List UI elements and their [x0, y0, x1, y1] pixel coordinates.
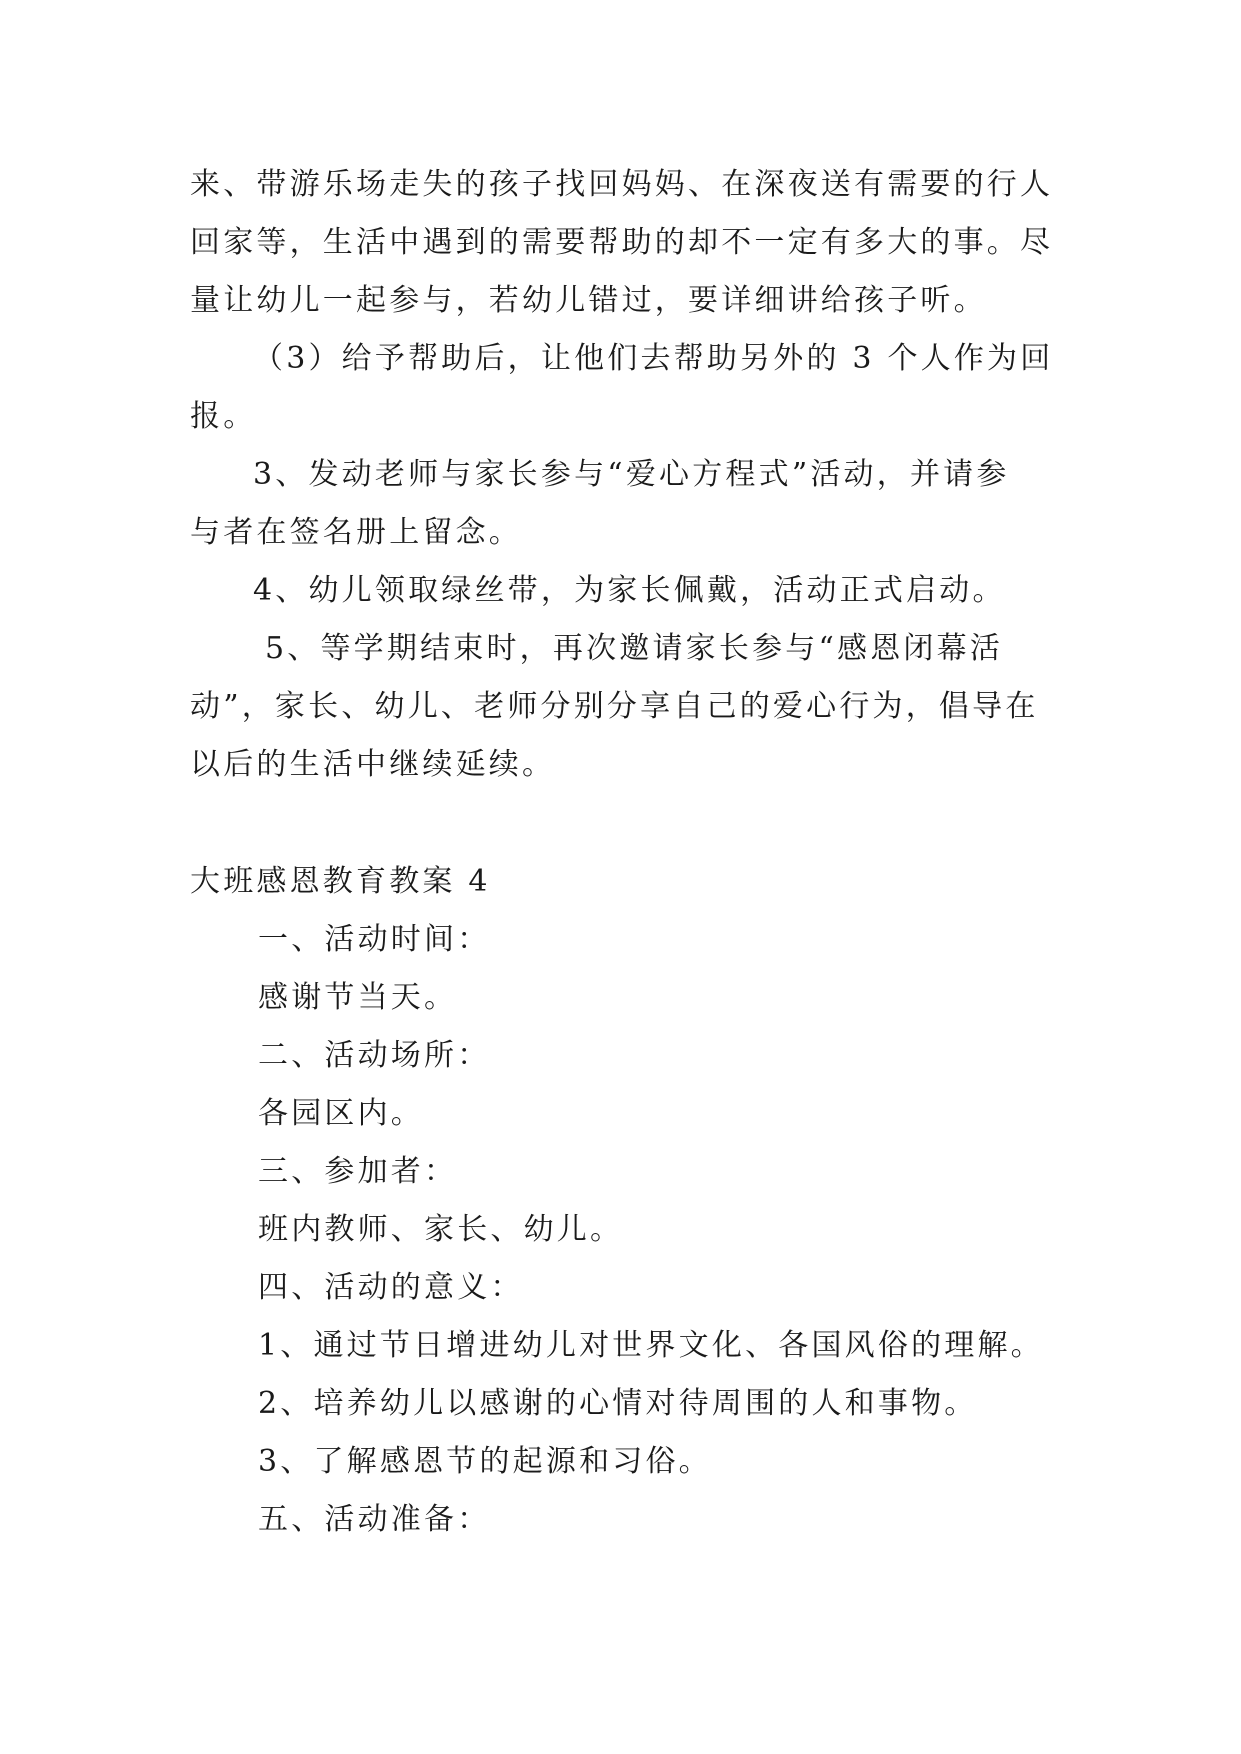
- list-item: 2、培养幼儿以感谢的心情对待周围的人和事物。: [258, 1386, 978, 1421]
- list-item: 各园区内。: [258, 1096, 424, 1131]
- section-title: 大班感恩教育教案 4: [190, 864, 491, 899]
- body-text-line: （3）给予帮助后，让他们去帮助另外的 3 个人作为回: [253, 341, 1054, 376]
- section-heading: 五、活动准备：: [258, 1502, 491, 1537]
- list-item: 1、通过节日增进幼儿对世界文化、各国风俗的理解。: [258, 1328, 1044, 1363]
- body-text-line: 4、幼儿领取绿丝带，为家长佩戴，活动正式启动。: [253, 573, 1006, 608]
- body-text-line: 量让幼儿一起参与，若幼儿错过，要详细讲给孩子听。: [190, 283, 987, 318]
- body-text-line: 来、带游乐场走失的孩子找回妈妈、在深夜送有需要的行人: [190, 167, 1054, 202]
- list-item: 班内教师、家长、幼儿。: [258, 1212, 624, 1247]
- body-text-line: 5、等学期结束时，再次邀请家长参与“感恩闭幕活: [265, 631, 1004, 666]
- body-text-line: 与者在签名册上留念。: [190, 515, 522, 550]
- section-heading: 三、参加者：: [258, 1154, 458, 1189]
- section-heading: 二、活动场所：: [258, 1038, 491, 1073]
- section-heading: 一、活动时间：: [258, 922, 491, 957]
- body-text-line: 回家等，生活中遇到的需要帮助的却不一定有多大的事。尽: [190, 225, 1054, 260]
- body-text-line: 报。: [190, 399, 257, 434]
- body-text-line: 以后的生活中继续延续。: [190, 747, 556, 782]
- section-heading: 四、活动的意义：: [258, 1270, 524, 1305]
- body-text-line: 动”，家长、幼儿、老师分别分享自己的爱心行为，倡导在: [190, 689, 1039, 724]
- list-item: 感谢节当天。: [258, 980, 458, 1015]
- list-item: 3、了解感恩节的起源和习俗。: [258, 1444, 712, 1479]
- body-text-line: 3、发动老师与家长参与“爱心方程式”活动，并请参: [253, 457, 1010, 492]
